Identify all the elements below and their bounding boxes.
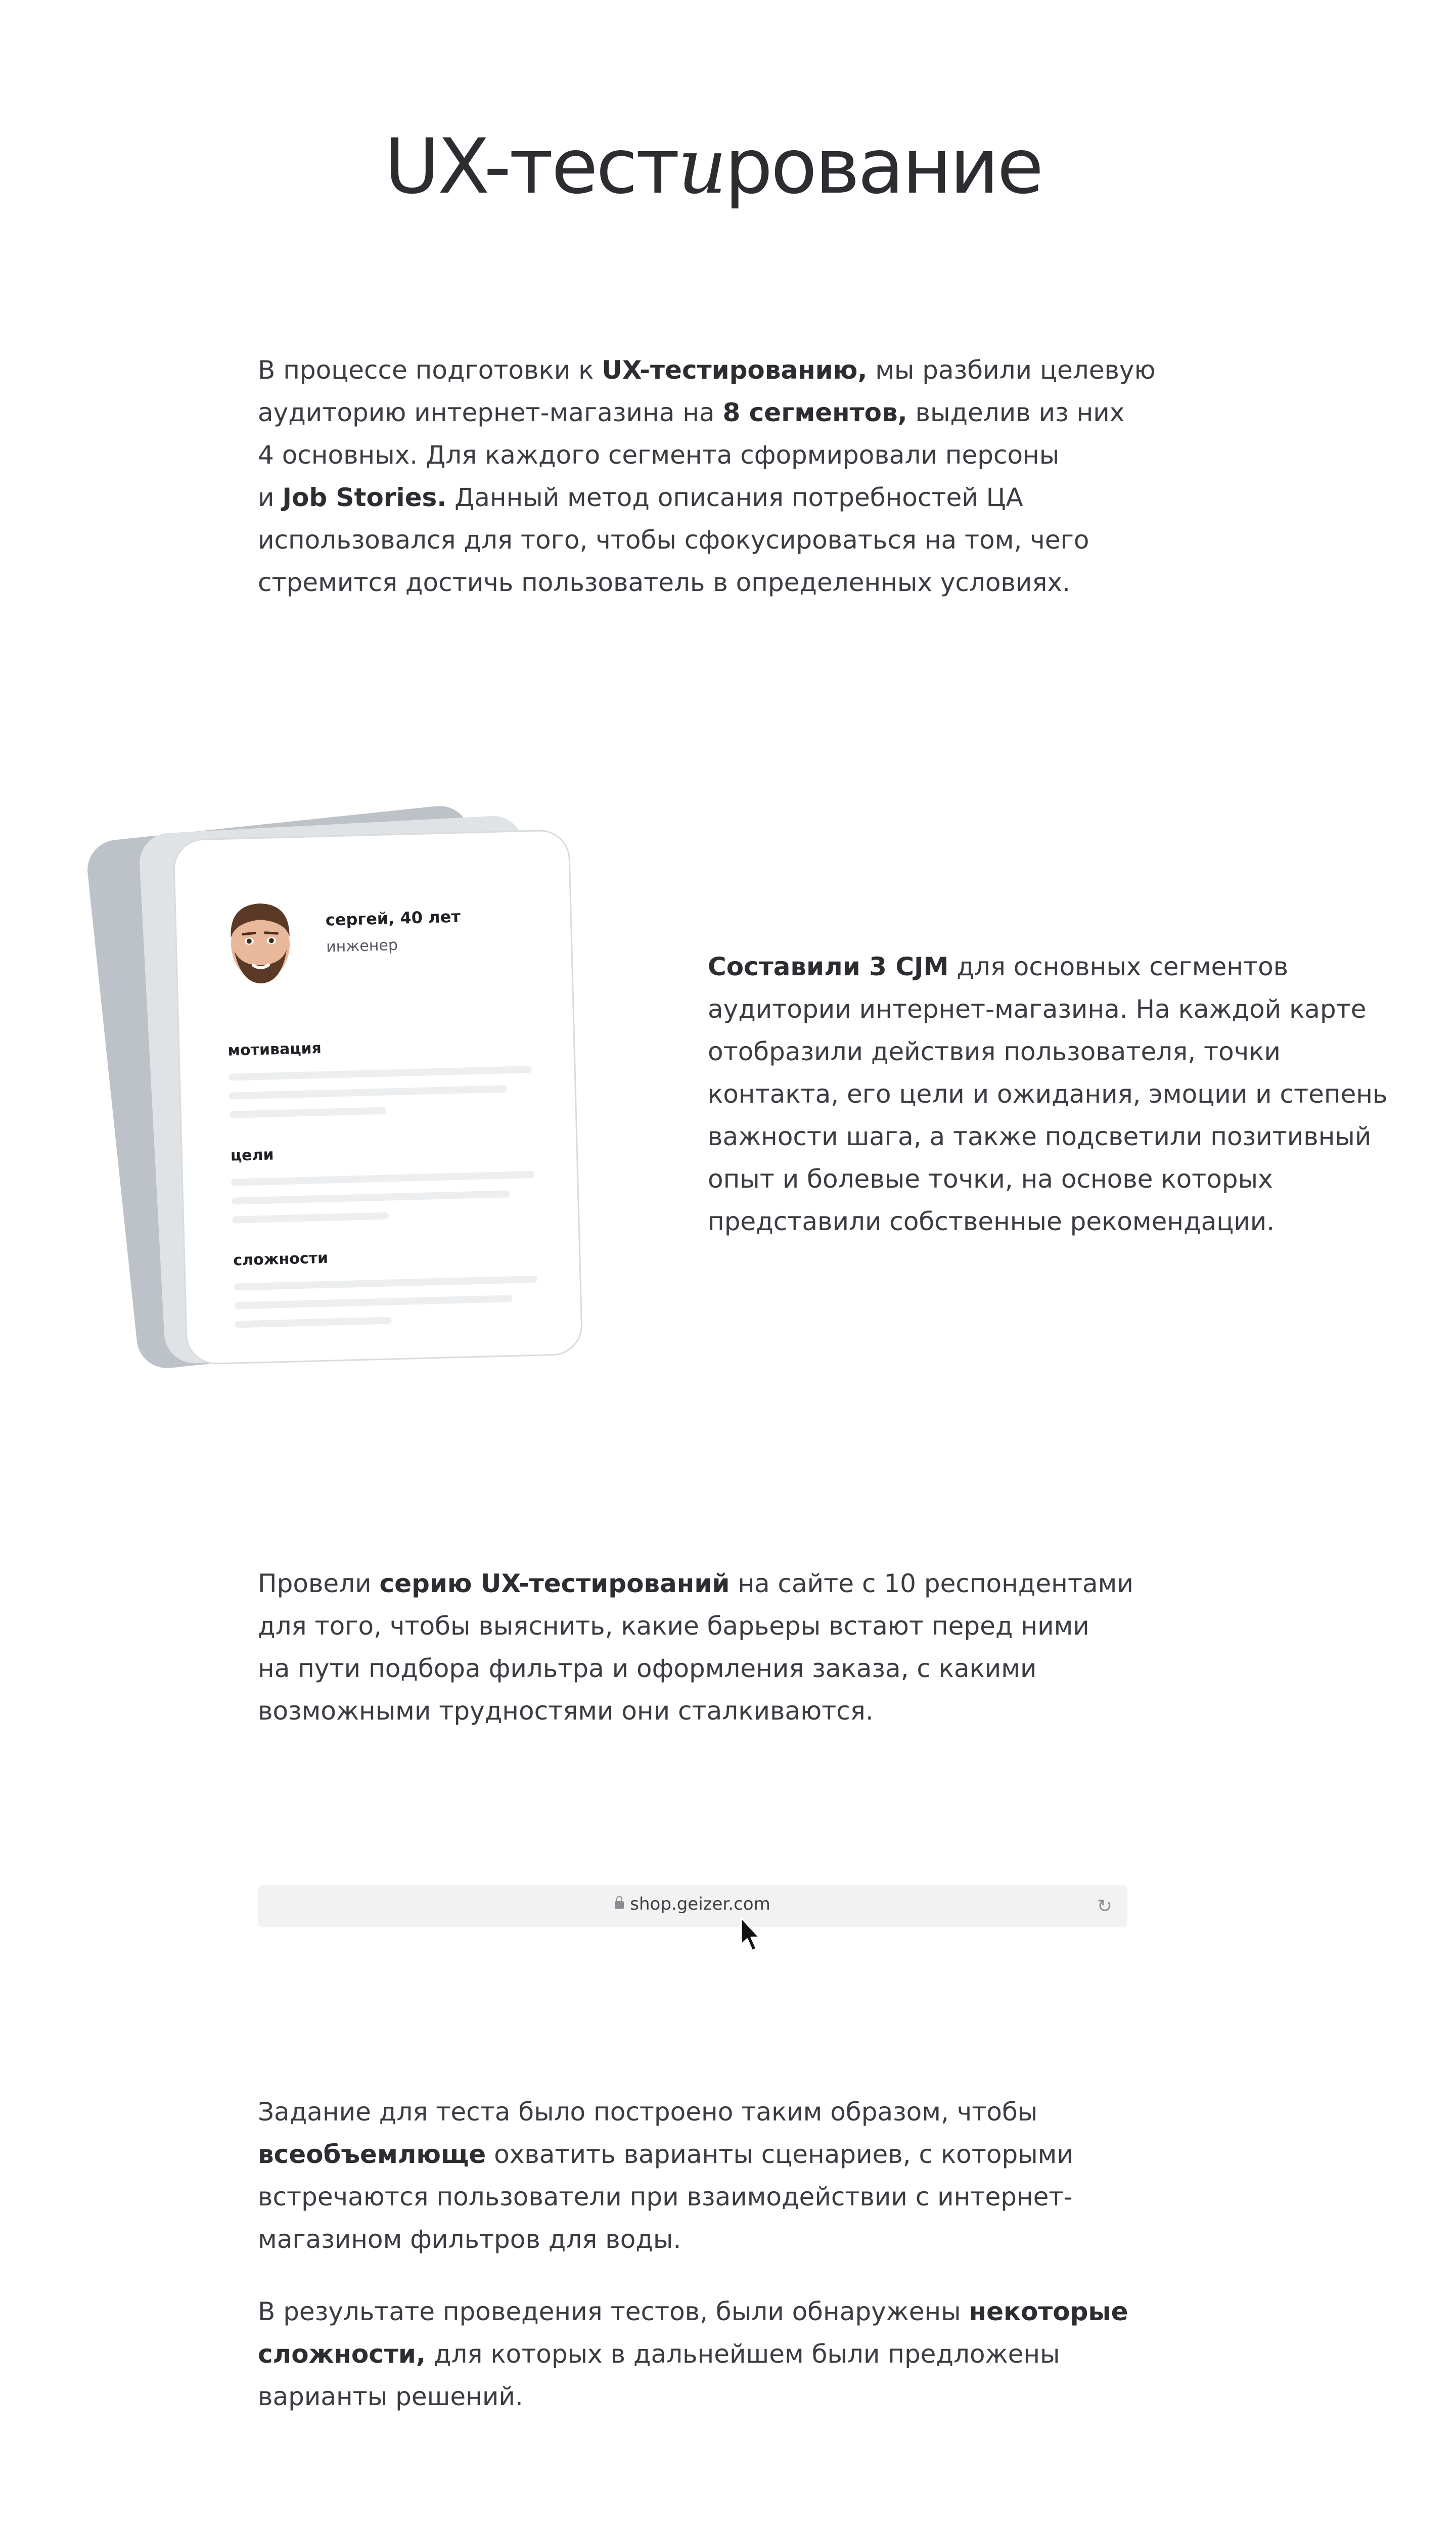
intro-paragraph: В процессе подготовки к UX-тестированию, мы разбили целевую аудиторию интернет-магазина на 8 сегментов, выделив из них 4 основных. Для каждого сегмента сформировали персоны и Job Stories. Данный метод описания потребностей ЦА использовался для того, чтобы сфокусироваться на том, чего стремится достичь пользователь в определенных условиях. xyxy=(258,355,1156,597)
testing-series-paragraph: Провели серию UX-тестирований на сайте с 10 респондентами для того, чтобы выяснить, какие барьеры встают перед ними на пути подбора фильтра и оформления заказа, с какими возможными трудностями они сталкиваются. xyxy=(258,1569,1133,1726)
avatar xyxy=(223,893,297,986)
persona-card xyxy=(173,829,583,1365)
results-paragraph: В результате проведения тестов, были обнаружены некоторые сложности, для которых в дальнейшем были предложены варианты решений. xyxy=(258,2297,1128,2411)
persona-section-motivation: мотивация xyxy=(228,1039,322,1060)
address-url[interactable]: shop.geizer.com xyxy=(258,1894,1127,1914)
cursor-arrow-icon xyxy=(739,1916,762,1953)
task-paragraph: Задание для теста было построено таким образом, чтобы всеобъемлюще охватить варианты сценариев, с которыми встречаются пользователи при взаимодействии с интернет- магазином фильтров для воды. xyxy=(258,2097,1073,2254)
page-title: UX-тестирование xyxy=(384,123,1042,211)
persona-section-goals: цели xyxy=(230,1146,274,1165)
placeholder-line xyxy=(231,1171,534,1186)
placeholder-line xyxy=(232,1190,510,1204)
placeholder-line xyxy=(235,1295,513,1309)
placeholder-line xyxy=(235,1317,391,1328)
lock-icon xyxy=(615,1901,624,1909)
placeholder-line xyxy=(234,1276,537,1291)
placeholder-line xyxy=(229,1066,532,1081)
persona-role: инженер xyxy=(326,936,398,956)
persona-section-difficulties: сложности xyxy=(233,1249,329,1270)
placeholder-line xyxy=(230,1107,386,1118)
placeholder-line xyxy=(229,1085,507,1099)
reload-icon[interactable]: ↻ xyxy=(1097,1896,1112,1917)
placeholder-line xyxy=(232,1212,389,1224)
browser-address-bar[interactable] xyxy=(258,1885,1127,1927)
persona-name: сергей, 40 лет xyxy=(325,907,461,930)
cjm-paragraph: Составили 3 CJM для основных сегментов аудитории интернет-магазина. На каждой карте отобразили действия пользователя, точки контакта, его цели и ожидания, эмоции и степень важности шага, а также подсветили позитивный опыт и болевые точки, на основе которых представили собственные рекомендации. xyxy=(708,952,1388,1236)
